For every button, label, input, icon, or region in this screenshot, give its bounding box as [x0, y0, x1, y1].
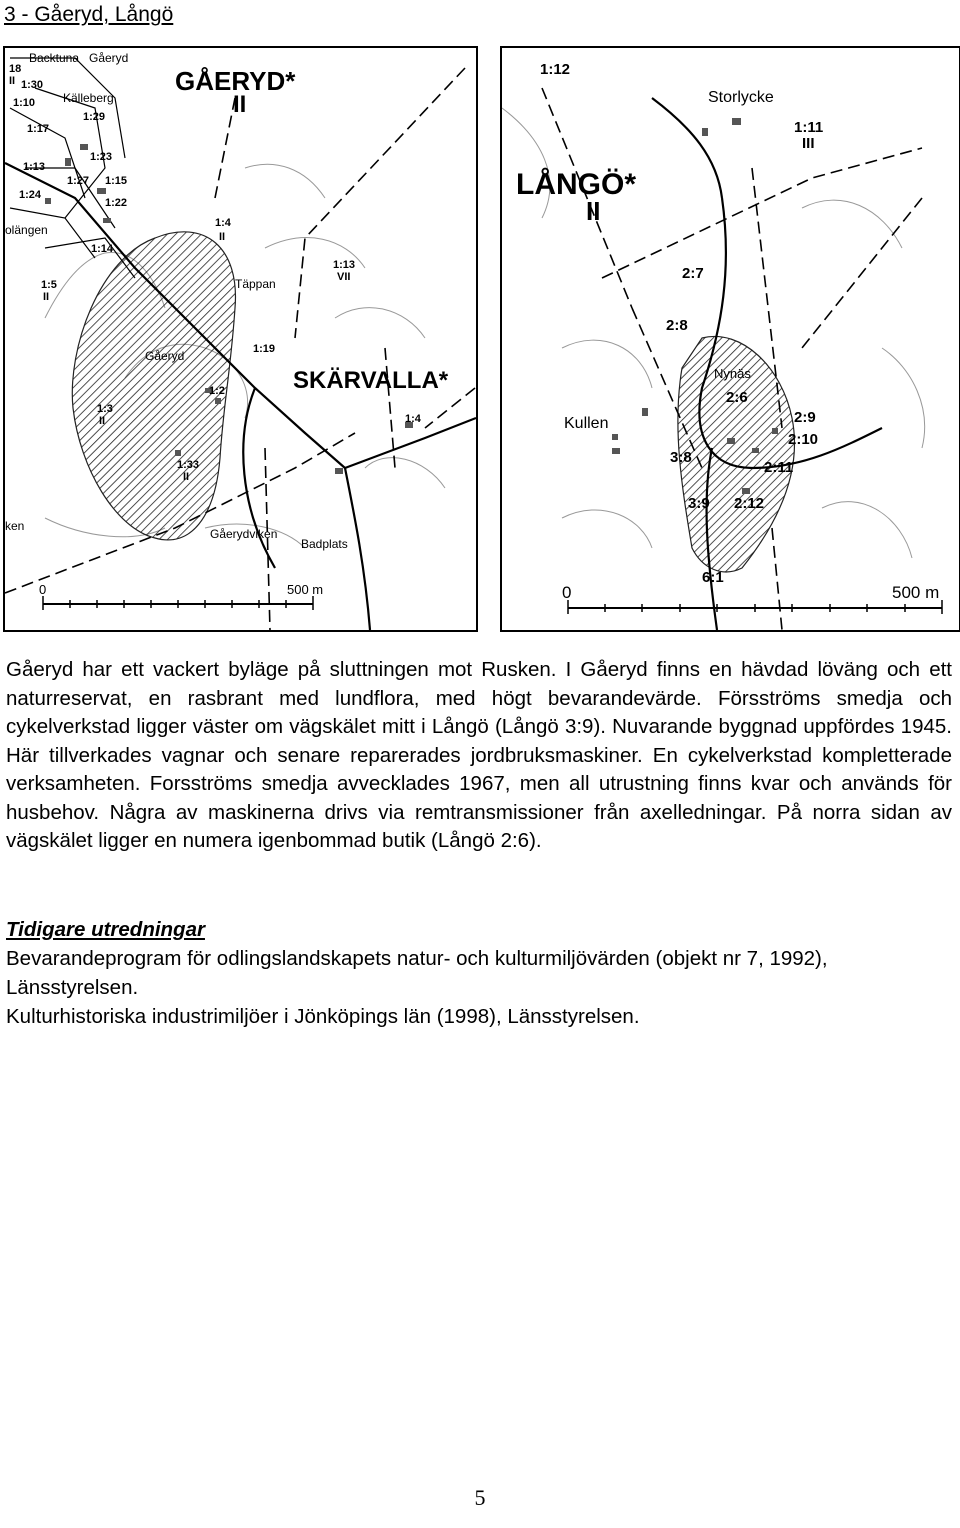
place-label: Kullen: [564, 415, 609, 432]
svg-text:6:1: 6:1: [702, 569, 724, 586]
svg-text:1:30: 1:30: [21, 79, 44, 91]
place-label: Backtuna: [29, 51, 80, 65]
svg-text:2:10: 2:10: [788, 431, 819, 448]
svg-text:1:5: 1:5: [41, 279, 57, 291]
map-gaeryd: [3, 46, 478, 632]
svg-text:2:11: 2:11: [764, 459, 794, 476]
description-paragraph: [6, 656, 952, 856]
place-label: olängen: [5, 223, 48, 237]
svg-text:III: III: [802, 135, 815, 152]
svg-text:2:6: 2:6: [726, 389, 748, 406]
svg-text:0: 0: [39, 582, 47, 597]
svg-text:2:9: 2:9: [794, 409, 816, 426]
svg-text:1:24: 1:24: [19, 189, 42, 201]
boundary-lines: [5, 68, 475, 630]
page-heading: 3 - Gåeryd, Långö: [4, 3, 174, 26]
place-label: ken: [5, 519, 25, 533]
place-label: Gåerydviken: [210, 527, 278, 541]
place-label: Badplats: [301, 537, 348, 551]
svg-text:1:4: 1:4: [215, 217, 231, 229]
svg-text:18: 18: [9, 63, 22, 75]
place-label: Gåeryd: [89, 51, 129, 65]
place-labels: [564, 89, 774, 432]
svg-text:2:8: 2:8: [666, 317, 688, 334]
paragraph-text: Gåeryd har ett vackert byläge på sluttningen mot Rusken. I Gåeryd finns en hävdad löväng och ett naturreservat, en rasbrant med lundflora, med högt bevarandevärde. Försströms smedja och cykelverkstad ligger väster om vägskälet mitt i Långö (Långö 3:9). Nuvarande byggnad uppfördes 1945. Här tillverkades vagnar och senare reparerades jordbruksmaskiner. En cykelverkstad kompletterade verksamheten. Forsströms smedja avvecklades 1967, men all utrustning finns kvar och används för husbehov. Några av maskinerna drivs via remtransmissioner från axelledningar. På norra sidan av vägskälet ligger en numera igenbommad butik (Långö 2:6).: [6, 658, 952, 852]
place-label: Täppan: [235, 277, 276, 291]
svg-text:II: II: [99, 415, 106, 427]
references-list: [6, 944, 952, 1031]
parcel-labels: [540, 61, 823, 586]
svg-text:0: 0: [562, 583, 572, 602]
scale-bar: [562, 583, 942, 614]
svg-text:1:33: 1:33: [177, 459, 200, 471]
svg-text:1:14: 1:14: [91, 243, 114, 255]
map-class-gaeryd: II: [233, 91, 247, 118]
svg-text:2:7: 2:7: [682, 265, 704, 282]
svg-text:3:9: 3:9: [688, 495, 710, 512]
svg-text:3:8: 3:8: [670, 449, 692, 466]
map-class-longo: II: [586, 196, 601, 226]
svg-text:II: II: [43, 291, 50, 303]
svg-text:1:12: 1:12: [540, 61, 571, 78]
svg-text:1:15: 1:15: [105, 175, 128, 187]
map-name-longo: LÅNGÖ*: [516, 168, 636, 201]
svg-text:II: II: [9, 75, 16, 87]
page-number: 5: [474, 1485, 486, 1510]
svg-text:1:17: 1:17: [27, 123, 50, 135]
svg-text:1:10: 1:10: [13, 97, 36, 109]
svg-text:1:27: 1:27: [67, 175, 90, 187]
place-label: Storlycke: [708, 89, 774, 106]
reference-item: Bevarandeprogram för odlingslandskapets natur- och kulturmiljövärden (objekt nr 7, 1992), Länsstyrelsen.: [6, 947, 828, 999]
place-label: Nynäs: [714, 366, 751, 381]
svg-text:1:13: 1:13: [333, 259, 356, 271]
svg-text:2:12: 2:12: [734, 495, 765, 512]
map-name-gaeryd: GÅERYD*: [175, 66, 296, 96]
scale-bar: [39, 582, 323, 610]
svg-text:1:2: 1:2: [209, 385, 225, 397]
svg-text:II: II: [183, 471, 190, 483]
svg-text:1:29: 1:29: [83, 111, 106, 123]
map-longo: [500, 46, 960, 632]
place-label: Källeberg: [63, 91, 114, 105]
svg-text:1:4: 1:4: [405, 413, 421, 425]
svg-text:VII: VII: [337, 271, 351, 283]
svg-text:1:23: 1:23: [90, 151, 113, 163]
svg-text:1:11: 1:11: [794, 119, 824, 136]
place-label: Gåeryd: [145, 349, 185, 363]
svg-text:1:22: 1:22: [105, 197, 128, 209]
svg-text:1:3: 1:3: [97, 403, 113, 415]
reference-item: Kulturhistoriska industrimiljöer i Jönköpings län (1998), Länsstyrelsen.: [6, 1005, 640, 1028]
svg-text:500 m: 500 m: [892, 583, 940, 602]
map-name-skarvalla: SKÄRVALLA*: [293, 367, 449, 394]
svg-text:500 m: 500 m: [287, 582, 324, 597]
svg-text:1:13: 1:13: [23, 161, 46, 173]
references-heading: Tidigare utredningar: [6, 918, 205, 941]
svg-text:II: II: [219, 231, 226, 243]
svg-text:1:19: 1:19: [253, 343, 276, 355]
